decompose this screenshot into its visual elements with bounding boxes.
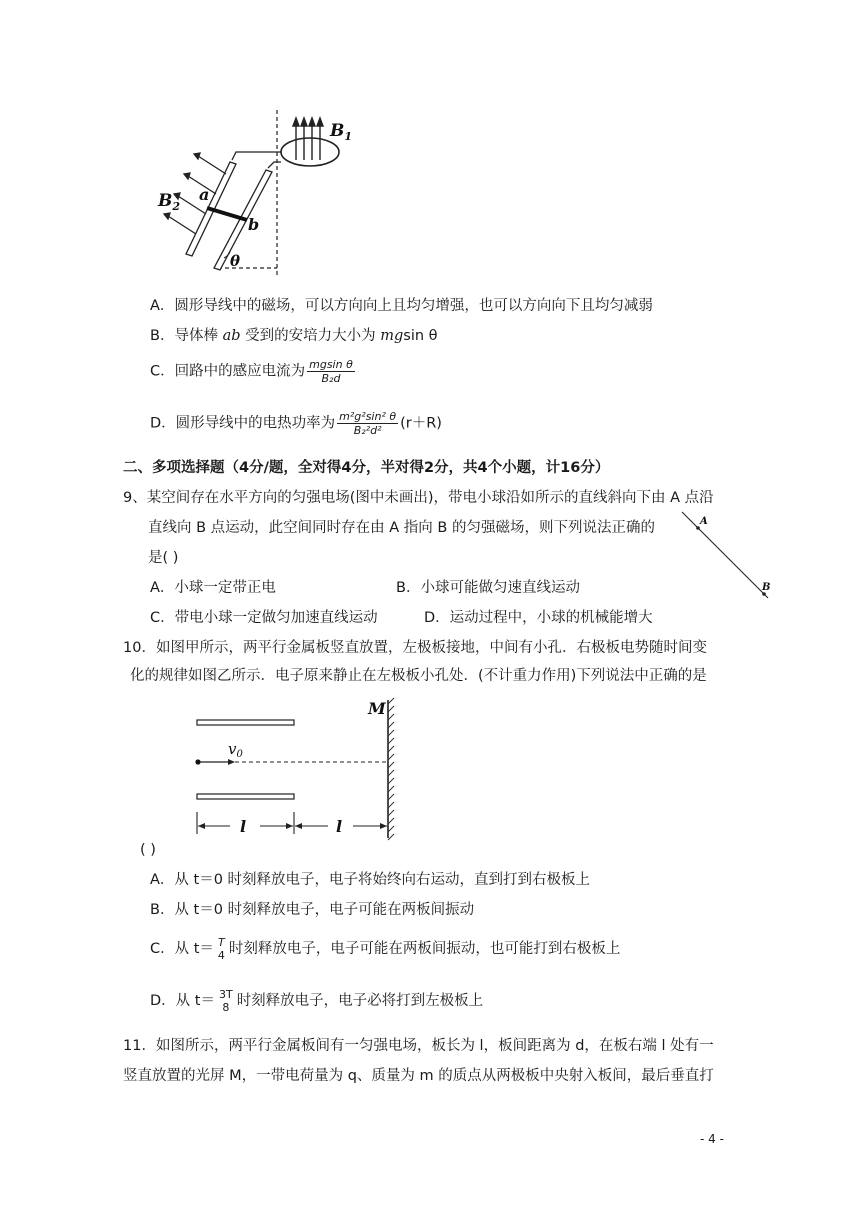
q10-option-a: A．从 t＝0 时刻释放电子，电子将始终向右运动，直到打到右极板上 xyxy=(150,872,591,888)
q8-d-suffix: (r＋R) xyxy=(400,415,442,432)
label-l-1: l xyxy=(240,817,247,836)
q9-option-b: B．小球可能做匀速直线运动 xyxy=(396,580,580,596)
q11-stem-line1: 11．如图所示，两平行金属板间有一匀强电场，板长为 l，板间距离为 d，在板右端 l 处有一 xyxy=(123,1038,714,1054)
label-theta: θ xyxy=(230,252,241,270)
q11-stem-line2: 竖直放置的光屏 M，一带电荷量为 q、质量为 m 的质点从两极板中央射入板间，最后垂直打 xyxy=(123,1068,714,1084)
label-b1: $B_1$ xyxy=(330,121,353,143)
q8-option-a: A．圆形导线中的磁场，可以方向向上且均匀增强，也可以方向向下且均匀减弱 xyxy=(150,298,653,314)
q8-option-d xyxy=(150,410,442,437)
q8-c-prefix: C．回路中的感应电流为 xyxy=(150,363,306,380)
q10-stem-line2: 化的规律如图乙所示．电子原来静止在左极板小孔处．(不计重力作用)下列说法中正确的是 xyxy=(130,668,707,684)
label-l-2: l xyxy=(336,817,343,836)
q9-option-a: A．小球一定带正电 xyxy=(150,580,276,596)
q10-c-prefix: C．从 t＝ xyxy=(150,941,214,957)
section-heading: 二、多项选择题（4分/题，全对得4分，半对得2分，共4个小题，计16分） xyxy=(123,460,610,476)
q8-d-prefix: D．圆形导线中的电热功率为 xyxy=(150,415,336,432)
q10-option-c xyxy=(150,936,620,962)
q10-d-suffix: 时刻释放电子，电子必将打到左极板上 xyxy=(236,993,484,1009)
label-point-a: A xyxy=(700,516,708,527)
q8-d-numerator: m²g²sin² θ xyxy=(339,410,397,423)
q9-stem-line2: 直线向 B 点运动，此空间同时存在由 A 指向 B 的匀强磁场，则下列说法正确的 xyxy=(148,520,655,536)
q10-d-fraction xyxy=(217,988,235,1014)
q9-stem-line1: 9、某空间存在水平方向的匀强电场(图中未画出)，带电小球沿如所示的直线斜向下由 A 点沿 xyxy=(123,490,714,506)
q8-b-value: mg xyxy=(380,328,404,344)
q10-c-numerator: T xyxy=(218,936,225,949)
q8-b-ab: ab xyxy=(222,328,241,344)
q8-b-mid: 受到的安培力大小为 xyxy=(240,328,381,344)
q9-option-d: D．运动过程中，小球的机械能增大 xyxy=(424,610,653,626)
q8-option-c xyxy=(150,358,357,385)
q8-option-b xyxy=(150,326,438,346)
q10-d-numerator: 3T xyxy=(218,988,233,1001)
q8-d-fraction xyxy=(337,410,398,437)
label-v0: $v_0$ xyxy=(228,740,243,760)
q10-option-b: B．从 t＝0 时刻释放电子，电子可能在两板间振动 xyxy=(150,902,475,918)
q8-c-numerator: mgsin θ xyxy=(309,358,353,371)
q9-option-c: C．带电小球一定做匀加速直线运动 xyxy=(150,610,378,626)
label-screen-m: M xyxy=(368,699,386,718)
figure-q9-line xyxy=(676,510,776,606)
q10-answer-paren: ( ) xyxy=(140,842,156,858)
figure-inclined-rails xyxy=(150,108,380,283)
q10-c-fraction xyxy=(216,936,227,962)
label-b: b xyxy=(248,215,260,234)
label-point-b: B xyxy=(762,582,771,593)
q8-b-prefix: B．导体棒 xyxy=(150,328,223,344)
q10-c-suffix: 时刻释放电子，电子可能在两板间振动，也可能打到右极板上 xyxy=(228,941,621,957)
q10-c-denominator: 4 xyxy=(217,949,225,962)
q10-option-d xyxy=(150,988,483,1014)
label-b2: $B_2$ xyxy=(158,191,181,213)
page-number: - 4 - xyxy=(700,1132,724,1146)
label-a: a xyxy=(199,185,210,204)
q8-d-denominator: B₂²d² xyxy=(353,424,382,437)
figure-plates-screen xyxy=(188,694,408,844)
q8-c-fraction xyxy=(307,358,355,385)
q9-stem-line3: 是( ) xyxy=(148,550,179,566)
q10-d-prefix: D．从 t＝ xyxy=(150,993,215,1009)
q10-d-denominator: 8 xyxy=(222,1001,230,1014)
q8-c-denominator: B₂d xyxy=(321,372,341,385)
q8-b-sin: sin θ xyxy=(403,328,438,344)
q10-stem-line1: 10．如图甲所示，两平行金属板竖直放置，左极板接地，中间有小孔．右极板电势随时间变 xyxy=(123,640,707,656)
